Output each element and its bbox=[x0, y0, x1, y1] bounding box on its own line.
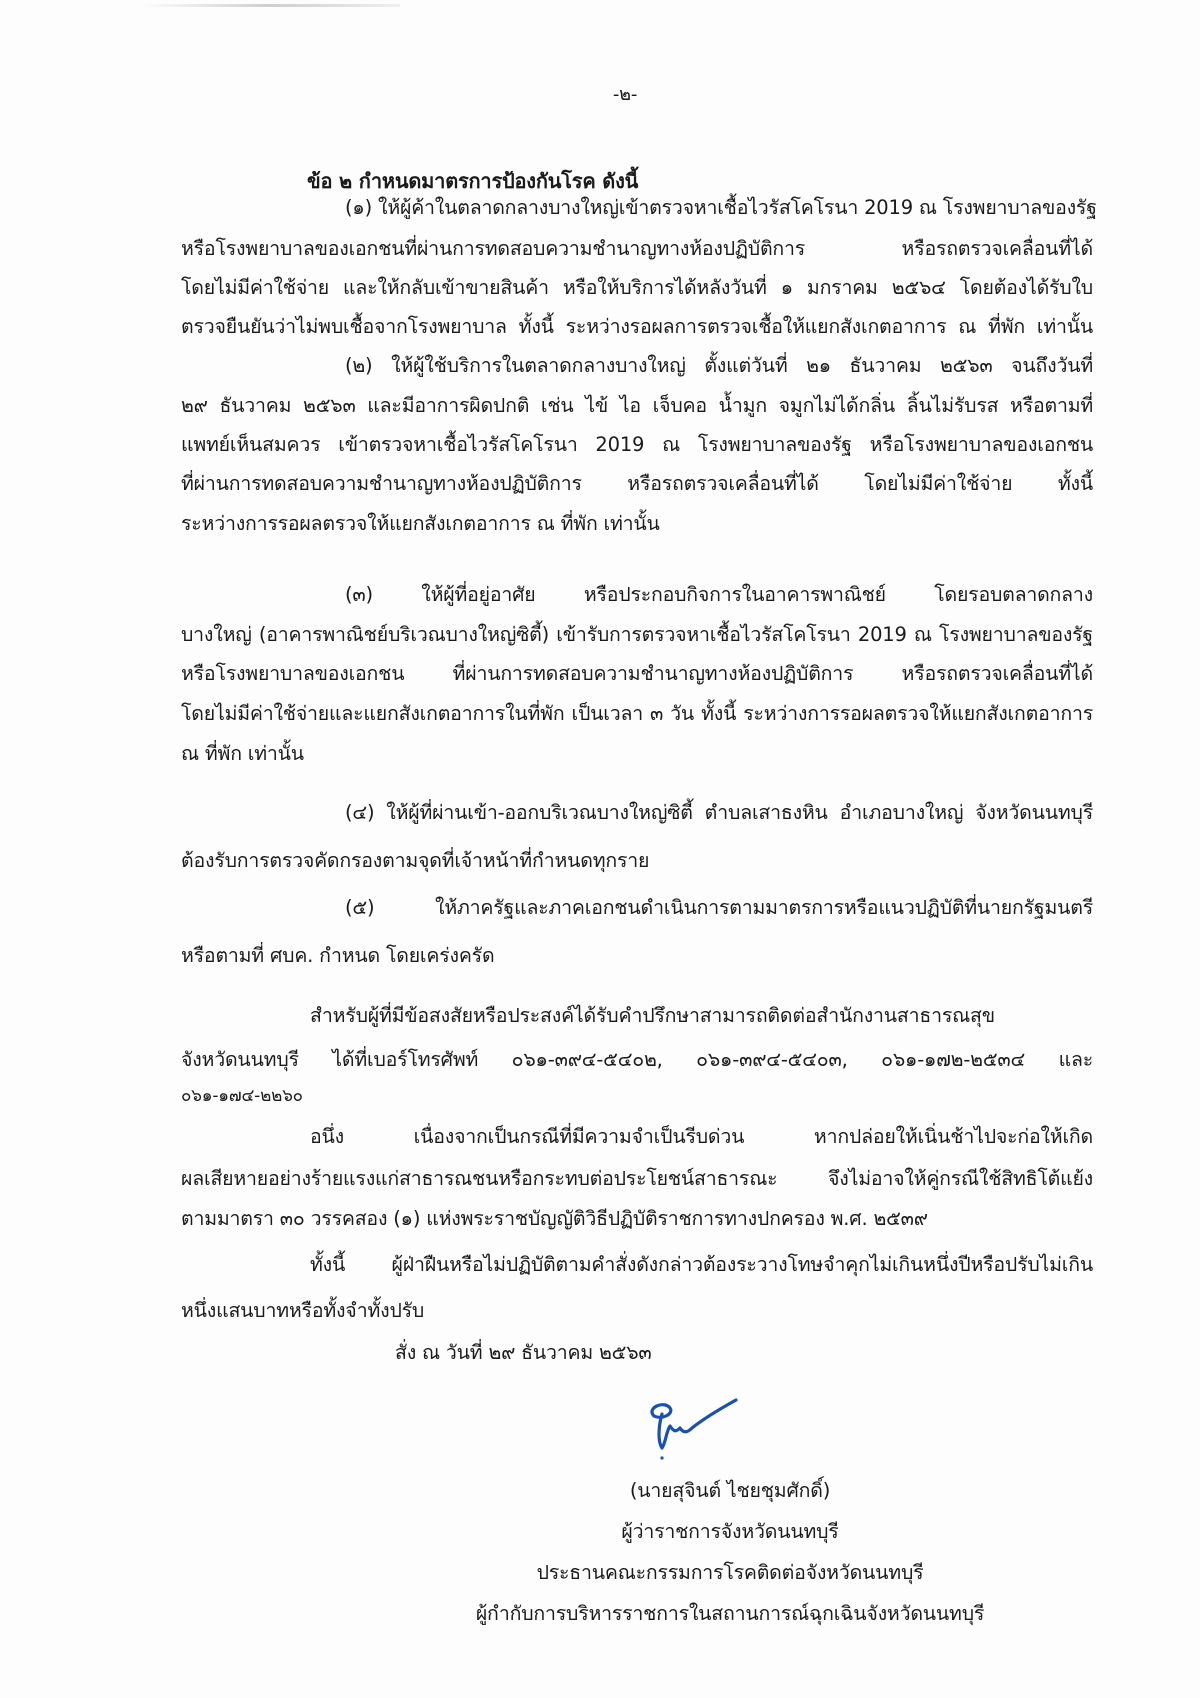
contact-line-2: จังหวัดนนทบุรี ได้ที่เบอร์โทรศัพท์ ๐๖๑-๓๙๔-๕๔๐๒, ๐๖๑-๓๙๔-๕๔๐๓, ๐๖๑-๑๗๒-๒๕๓๔ และ bbox=[181, 1048, 1093, 1071]
order-date: สั่ง ณ วันที่ ๒๙ ธันวาคม ๒๕๖๓ bbox=[395, 1341, 652, 1364]
item-1-line-4: ตรวจยืนยันว่าไม่พบเชื้อจากโรงพยาบาล ทั้งนี้ ระหว่างรอผลการตรวจเชื้อให้แยกสังเกตอาการ ณ ที่พัก เท่านั้น bbox=[181, 315, 1093, 338]
signature-icon bbox=[640, 1398, 740, 1464]
item-2-line-1: (๒) ให้ผู้ใช้บริการในตลาดกลางบางใหญ่ ตั้งแต่วันที่ ๒๑ ธันวาคม ๒๕๖๓ จนถึงวันที่ bbox=[345, 354, 1093, 377]
item-3-line-3: หรือโรงพยาบาลของเอกชน ที่ผ่านการทดสอบความชำนาญทางห้องปฏิบัติการ หรือรถตรวจเคลื่อนที่ได้ bbox=[181, 662, 1093, 685]
item-3-line-1: (๓) ให้ผู้ที่อยู่อาศัย หรือประกอบกิจการในอาคารพาณิชย์ โดยรอบตลาดกลาง bbox=[345, 583, 1093, 606]
penalty-line-2: หนึ่งแสนบาทหรือทั้งจำทั้งปรับ bbox=[181, 1299, 425, 1322]
contact-line-1: สำหรับผู้ที่มีข้อสงสัยหรือประสงค์ได้รับคำปรึกษาสามารถติดต่อสำนักงานสาธารณสุข bbox=[310, 1004, 995, 1027]
signatory-title-2: ประธานคณะกรรมการโรคติดต่อจังหวัดนนทบุรี bbox=[536, 1561, 924, 1584]
section-heading: ข้อ ๒ กำหนดมาตรการป้องกันโรค ดังนี้ bbox=[307, 169, 639, 193]
contact-line-3: ๐๖๑-๑๗๔-๒๒๖๐ bbox=[181, 1086, 303, 1106]
item-2-line-2: ๒๙ ธันวาคม ๒๕๖๓ และมีอาการผิดปกติ เช่น ไข้ ไอ เจ็บคอ น้ำมูก จมูกไม่ได้กลิ่น ลิ้นไม่รับรส หรือตามที่ bbox=[181, 394, 1093, 417]
item-3-line-5: ณ ที่พัก เท่านั้น bbox=[181, 742, 304, 765]
item-2-line-5: ระหว่างการรอผลตรวจให้แยกสังเกตอาการ ณ ที่พัก เท่านั้น bbox=[181, 512, 660, 535]
penalty-line-1: ทั้งนี้ ผู้ฝ่าฝืนหรือไม่ปฏิบัติตามคำสั่งดังกล่าวต้องระวางโทษจำคุกไม่เกินหนึ่งปีหรือปรับไม่เกิน bbox=[310, 1253, 1093, 1276]
item-5-line-1: (๕) ให้ภาครัฐและภาคเอกชนดำเนินการตามมาตรการหรือแนวปฏิบัติที่นายกรัฐมนตรี bbox=[345, 896, 1093, 919]
scan-artifact bbox=[140, 4, 400, 7]
item-1-line-2: หรือโรงพยาบาลของเอกชนที่ผ่านการทดสอบความชำนาญทางห้องปฏิบัติการ หรือรถตรวจเคลื่อนที่ได้ bbox=[181, 237, 1093, 260]
item-5-line-2: หรือตามที่ ศบค. กำหนด โดยเคร่งครัด bbox=[181, 944, 495, 967]
item-4-line-2: ต้องรับการตรวจคัดกรองตามจุดที่เจ้าหน้าที่กำหนดทุกราย bbox=[181, 849, 650, 872]
signatory-title-1: ผู้ว่าราชการจังหวัดนนทบุรี bbox=[621, 1520, 839, 1543]
urgency-line-1: อนึ่ง เนื่องจากเป็นกรณีที่มีความจำเป็นรีบด่วน หากปล่อยให้เนิ่นช้าไปจะก่อให้เกิด bbox=[310, 1125, 1093, 1148]
urgency-line-2: ผลเสียหายอย่างร้ายแรงแก่สาธารณชนหรือกระทบต่อประโยชน์สาธารณะ จึงไม่อาจให้คู่กรณีใช้สิทธิโต้แย้ง bbox=[181, 1167, 1093, 1190]
item-3-line-2: บางใหญ่ (อาคารพาณิชย์บริเวณบางใหญ่ซิตี้) เข้ารับการตรวจหาเชื้อไวรัสโคโรนา 2019 ณ โรงพยาบาลของรัฐ bbox=[181, 623, 1093, 646]
item-1-line-1: (๑) ให้ผู้ค้าในตลาดกลางบางใหญ่เข้าตรวจหาเชื้อไวรัสโคโรนา 2019 ณ โรงพยาบาลของรัฐ bbox=[345, 196, 1097, 219]
signatory-name: (นายสุจินต์ ไชยชุมศักดิ์) bbox=[629, 1479, 831, 1502]
item-2-line-3: แพทย์เห็นสมควร เข้าตรวจหาเชื้อไวรัสโคโรนา 2019 ณ โรงพยาบาลของรัฐ หรือโรงพยาบาลของเอกชน bbox=[181, 433, 1093, 456]
page-number: -๒- bbox=[612, 84, 638, 105]
signatory-title-3: ผู้กำกับการบริหารราชการในสถานการณ์ฉุกเฉินจังหวัดนนทบุรี bbox=[475, 1602, 985, 1625]
item-3-line-4: โดยไม่มีค่าใช้จ่ายและแยกสังเกตอาการในที่พัก เป็นเวลา ๓ วัน ทั้งนี้ ระหว่างการรอผลตรวจให้แยกสังเกตอาการ bbox=[181, 702, 1093, 725]
urgency-line-3: ตามมาตรา ๓๐ วรรคสอง (๑) แห่งพระราชบัญญัติวิธีปฏิบัติราชการทางปกครอง พ.ศ. ๒๕๓๙ bbox=[181, 1207, 928, 1230]
item-1-line-3: โดยไม่มีค่าใช้จ่าย และให้กลับเข้าขายสินค้า หรือให้บริการได้หลังวันที่ ๑ มกราคม ๒๕๖๔ โดยต้องได้รับใบ bbox=[181, 276, 1093, 299]
item-4-line-1: (๔) ให้ผู้ที่ผ่านเข้า-ออกบริเวณบางใหญ่ซิตี้ ตำบลเสาธงหิน อำเภอบางใหญ่ จังหวัดนนทบุรี bbox=[345, 801, 1093, 824]
item-2-line-4: ที่ผ่านการทดสอบความชำนาญทางห้องปฏิบัติการ หรือรถตรวจเคลื่อนที่ได้ โดยไม่มีค่าใช้จ่าย ทั้งนี้ bbox=[181, 472, 1093, 495]
